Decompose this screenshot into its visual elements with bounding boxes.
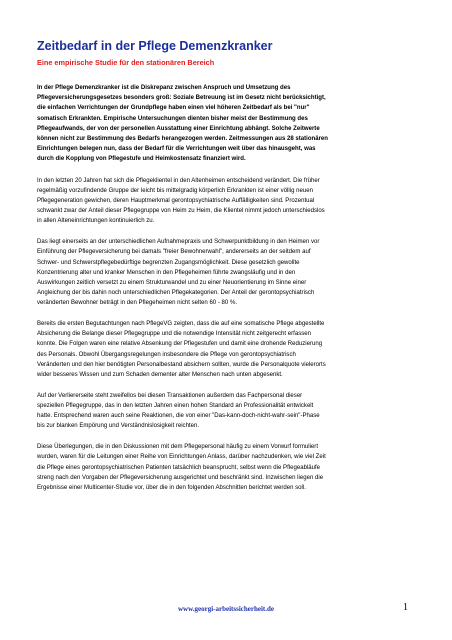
text-line: regelmäßig vorzufindende Gruppe der leicht bis mittelgradig körperlich Erkrankten ist einer völlig neuen bbox=[37, 187, 313, 194]
text-line: die einfachen Verrichtungen der Grundpflege haben einen viel höheren Zeitbedarf als bei "nur" bbox=[37, 105, 310, 112]
text-line: Bereits die ersten Begutachtungen nach PflegeVG zeigten, dass die auf eine somatische Pflege abgestellte bbox=[37, 321, 325, 328]
footer-website-link[interactable]: www.georgi-arbeitssicherheit.de bbox=[177, 605, 275, 613]
text-line: konnte. Die Folgen waren eine relative Absenkung der Pflegestufen und damit eine drohende Reduzierung bbox=[37, 341, 323, 348]
text-line: Veränderten und den hier benötigten Personalbestand absichern sollten, wurde die Personalquote vielerorts bbox=[37, 361, 326, 368]
text-line: können nicht zur Bestimmung des Bedarfs herangezogen werden. Zeitmessungen aus 28 stationären bbox=[37, 136, 328, 143]
text-line: somatisch Erkrankten. Empirische Untersuchungen dienten bisher meist der Bestimmung des bbox=[37, 115, 308, 122]
text-line: speziellen Pflegegruppe, das in den letzten Jahren einen hohen Standard an Professionalität entwickelt bbox=[37, 402, 314, 409]
body-paragraph bbox=[37, 319, 413, 380]
text-line: wider besseres Wissen und zum Schaden dementer alter Menschen nach unten abgesenkt. bbox=[37, 372, 283, 379]
text-line: Pflegeaufwands, der von der personellen Ausstattung einer Einrichtung abhängt. Solche Zeitwerte bbox=[37, 125, 320, 132]
text-line: Auswirkungen zeitlich versetzt zu einem Strukturwandel und zu einer Neuorientierung im Sinne einer bbox=[37, 279, 307, 286]
text-line: Pflegeversicherungsgesetzes besonders groß: Soziale Betreuung ist im Gesetz nicht berücksichtigt, bbox=[37, 95, 326, 102]
text-line: schwankt zwar der Anteil dieser Pflegegruppe von Heim zu Heim, die Klientel nimmt jedoch unterschiedslos bbox=[37, 208, 325, 215]
text-line: In den letzten 20 Jahren hat sich die Pflegeklientel in den Altenheimen entscheidend verändert. Die früher bbox=[37, 177, 320, 184]
body-paragraph bbox=[37, 442, 413, 493]
text-line: Ergebnisse einer Multicenter-Studie vor, über die in den folgenden Abschnitten berichtet werden soll. bbox=[37, 484, 306, 491]
text-line: wurden, waren für die Leitungen einer Reihe von Einrichtungen Anlass, darüber nachzudenken, wie viel Zeit bbox=[37, 454, 326, 461]
text-line: Diese Überlegungen, die in den Diskussionen mit dem Pflegepersonal häufig zu einem Vorwurf formuliert bbox=[37, 444, 318, 451]
text-line: durch die Kopplung von Pflegestufe und Heimkostensatz finanziert wird. bbox=[37, 156, 246, 163]
text-line: Einrichtungen belegen nun, dass der Bedarf für die Verrichtungen weit über das hinausgeht, was bbox=[37, 146, 316, 153]
body-paragraph bbox=[37, 237, 413, 308]
text-line: Einführung der Pflegeversicherung bei damals "freier Bewohnerwahl", andererseits an der seitdem auf bbox=[37, 249, 311, 256]
page-number: 1 bbox=[403, 602, 408, 613]
text-line: des Personals. Obwohl Übergangsregelungen insbesondere die Pflege von gerontopsychiatrisch bbox=[37, 351, 296, 358]
text-line: hatte. Entsprechend waren auch seine Reaktionen, die von einer "Das-kann-doch-nicht-wahr-sein"-Phase bbox=[37, 413, 320, 420]
text-line: In der Pflege Demenzkranker ist die Diskrepanz zwischen Anspruch und Umsetzung des bbox=[37, 85, 291, 91]
text-line: in allen Alteneinrichtungen kontinuierlich zu. bbox=[37, 218, 155, 225]
body-paragraph bbox=[37, 176, 413, 227]
body-paragraph bbox=[37, 391, 413, 432]
text-line: Schwer- und Schwerstpflegebedürftige begrenzten Zugangsmöglichkeit. Diese gesetzlich gewollte bbox=[37, 259, 300, 266]
document-body bbox=[37, 83, 413, 504]
text-line: die Pflege eines gerontopsychiatrischen Patienten tatsächlich beansprucht, selbst wenn die Pflegeabläufe bbox=[37, 464, 321, 471]
text-line: Konzentrierung alter und kranker Menschen in den Pflegeheimen führte zwangsläufig und in den bbox=[37, 269, 296, 276]
lead-paragraph bbox=[37, 83, 413, 165]
text-line: Pflegegeneration gewichen, deren Hauptmerkmal gerontopsychiatrische Auffälligkeiten sind. Prozentual bbox=[37, 198, 315, 205]
text-line: Angleichung der bis dahin noch unterschiedlichen Pflegekategorien. Der Anteil der gerontopsychiatrisch bbox=[37, 290, 315, 297]
text-line: Absicherung die Belange dieser Pflegegruppe und die notwendige Intensität nicht zeitgerecht erfassen bbox=[37, 331, 311, 338]
text-line: veränderten Bewohner beträgt in den Pflegeheimen nicht selten 60 - 80 %. bbox=[37, 300, 238, 307]
document-title: Zeitbedarf in der Pflege Demenzkranker bbox=[37, 39, 273, 53]
text-line: Auf der Verliererseite steht zweifellos bei diesen Transaktionen außerdem das Fachpersonal dieser bbox=[37, 392, 303, 399]
document-subtitle: Eine empirische Studie für den stationären Bereich bbox=[37, 58, 215, 67]
text-line: bis zur blanken Empörung und Verständnislosigkeit reichten. bbox=[37, 423, 200, 430]
text-line: streng nach den Vorgaben der Pflegeversicherung ausgerichtet und beschränkt sind. Inzwischen liegen die bbox=[37, 474, 324, 481]
text-line: Das liegt einerseits an der unterschiedlichen Aufnahmepraxis und Schwerpunktbildung in den Heimen vor bbox=[37, 239, 320, 246]
